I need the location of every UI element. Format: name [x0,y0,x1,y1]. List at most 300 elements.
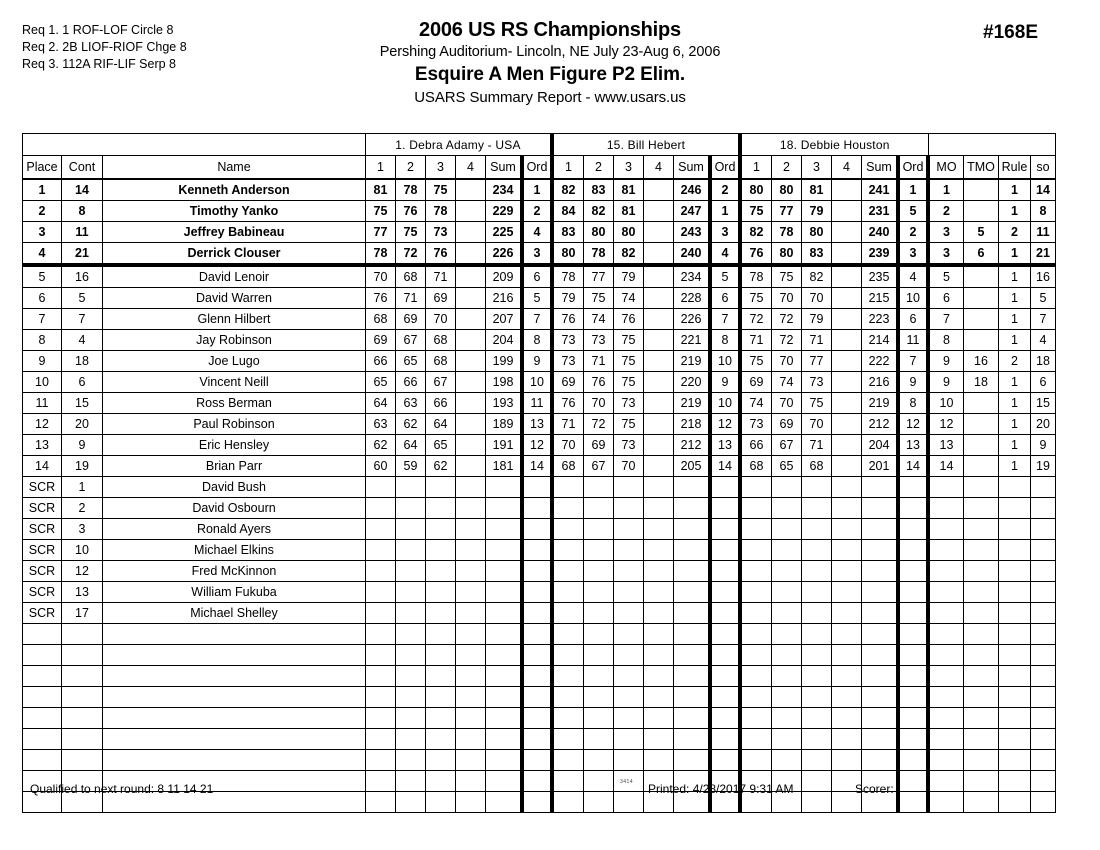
cell-so: 6 [1031,372,1056,393]
cell-j2-score2 [584,645,614,666]
cell-j1-sum: 229 [486,201,523,222]
cell-tmo [964,179,999,201]
cell-j1-sum [486,603,523,624]
cell-cont: 2 [62,498,103,519]
cell-mo [928,666,964,687]
table-row[interactable] [23,265,1056,288]
cell-j1-score3: 76 [426,243,456,266]
cell-mo: 1 [928,179,964,201]
cell-tmo [964,540,999,561]
table-row-empty[interactable] [23,708,1056,729]
cell-j2-score1 [552,561,584,582]
cell-j3-score3: 79 [802,201,832,222]
cell-j2-score4 [644,435,674,456]
cell-j1-sum: 207 [486,309,523,330]
cell-j3-sum: 235 [862,265,899,288]
cell-j1-score1 [366,498,396,519]
cell-j3-score2 [772,582,802,603]
cell-so [1031,624,1056,645]
cell-j3-score3 [802,708,832,729]
cell-j1-score2: 63 [396,393,426,414]
cell-j1-score4 [456,582,486,603]
cell-j3-sum [862,540,899,561]
cell-j2-score2 [584,729,614,750]
cell-cont: 1 [62,477,103,498]
cell-j2-sum [674,540,711,561]
cell-j3-score3 [802,750,832,771]
cell-tmo [964,708,999,729]
cell-j3-ord [898,498,928,519]
cell-rule [999,624,1031,645]
cell-j1-score4 [456,351,486,372]
cell-j3-sum [862,666,899,687]
table-row[interactable] [23,582,1056,603]
column-header-j3-ord: Ord [898,156,928,180]
cell-j2-score1: 69 [552,372,584,393]
cell-j3-ord [898,729,928,750]
cell-j3-ord: 5 [898,201,928,222]
cell-j2-sum [674,750,711,771]
table-row[interactable] [23,222,1056,243]
cell-j2-sum: 247 [674,201,711,222]
column-header-rule: Rule [999,156,1031,180]
cell-cont [62,750,103,771]
table-row[interactable] [23,351,1056,372]
cell-j1-score3: 73 [426,222,456,243]
cell-name: Paul Robinson [103,414,366,435]
cell-mo [928,708,964,729]
cell-rule: 1 [999,435,1031,456]
table-row[interactable] [23,498,1056,519]
cell-j3-ord [898,645,928,666]
cell-j1-score1: 81 [366,179,396,201]
cell-rule [999,519,1031,540]
cell-place: 11 [23,393,62,414]
table-row[interactable] [23,603,1056,624]
cell-j1-ord [522,729,552,750]
cell-j2-score3 [614,624,644,645]
cell-j1-sum: 198 [486,372,523,393]
cell-j3-sum [862,624,899,645]
cell-j1-score3: 68 [426,351,456,372]
cell-j2-score4 [644,288,674,309]
cell-j2-ord: 8 [710,330,740,351]
cell-j3-ord [898,624,928,645]
cell-j3-score2: 70 [772,288,802,309]
cell-j2-score2 [584,477,614,498]
cell-j3-ord [898,477,928,498]
column-header-j1-score2: 2 [396,156,426,180]
cell-j2-sum: 246 [674,179,711,201]
table-row[interactable] [23,519,1056,540]
cell-rule: 1 [999,243,1031,266]
cell-j3-score1 [740,645,772,666]
cell-j2-ord [710,645,740,666]
cell-j1-score4 [456,393,486,414]
cell-cont: 11 [62,222,103,243]
cell-j2-ord [710,687,740,708]
cell-cont: 21 [62,243,103,266]
cell-j2-score2 [584,561,614,582]
cell-tmo: 18 [964,372,999,393]
cell-j3-score1 [740,582,772,603]
cell-place: SCR [23,498,62,519]
cell-j3-score4 [832,477,862,498]
cell-cont: 8 [62,201,103,222]
table-row-empty[interactable] [23,645,1056,666]
cell-j3-score1: 68 [740,456,772,477]
cell-j1-sum [486,666,523,687]
cell-cont: 15 [62,393,103,414]
cell-j1-score1: 78 [366,243,396,266]
cell-j1-score1 [366,729,396,750]
cell-j2-score3 [614,540,644,561]
cell-j3-sum: 214 [862,330,899,351]
cell-j3-score3: 81 [802,179,832,201]
table-row[interactable] [23,179,1056,201]
cell-tmo: 6 [964,243,999,266]
cell-j3-score3: 82 [802,265,832,288]
cell-j1-ord: 12 [522,435,552,456]
cell-name: Ross Berman [103,393,366,414]
cell-j1-ord [522,750,552,771]
cell-j2-score2 [584,498,614,519]
cell-j3-score2 [772,519,802,540]
cell-j1-score4 [456,687,486,708]
column-header-j3-sum: Sum [862,156,899,180]
table-row[interactable] [23,477,1056,498]
cell-mo: 14 [928,456,964,477]
cell-j1-score1 [366,582,396,603]
cell-j3-ord: 12 [898,414,928,435]
cell-j1-score2 [396,624,426,645]
cell-rule: 1 [999,309,1031,330]
cell-tmo [964,456,999,477]
cell-j1-score2 [396,477,426,498]
cell-mo [928,687,964,708]
cell-j1-score1: 69 [366,330,396,351]
cell-name: Fred McKinnon [103,561,366,582]
cell-tmo [964,477,999,498]
cell-tmo: 16 [964,351,999,372]
table-row-empty[interactable] [23,624,1056,645]
table-row[interactable] [23,435,1056,456]
cell-so [1031,729,1056,750]
cell-tmo [964,519,999,540]
cell-rule [999,708,1031,729]
cell-j1-score2 [396,666,426,687]
cell-j1-score4 [456,561,486,582]
table-row[interactable] [23,309,1056,330]
cell-j2-sum [674,561,711,582]
cell-cont: 16 [62,265,103,288]
cell-j2-score2: 70 [584,393,614,414]
cell-j1-sum [486,687,523,708]
cell-place: 7 [23,309,62,330]
cell-rule [999,603,1031,624]
cell-j1-score4 [456,729,486,750]
cell-j3-score2 [772,624,802,645]
cell-j2-sum: 226 [674,309,711,330]
table-row[interactable] [23,330,1056,351]
cell-name: Jay Robinson [103,330,366,351]
cell-so [1031,645,1056,666]
cell-j3-score1: 76 [740,243,772,266]
cell-cont: 18 [62,351,103,372]
cell-j2-ord: 13 [710,435,740,456]
cell-j1-score2: 68 [396,265,426,288]
cell-j2-score3: 74 [614,288,644,309]
cell-j2-score3: 80 [614,222,644,243]
cell-j2-score1 [552,687,584,708]
cell-j3-sum [862,582,899,603]
cell-so: 8 [1031,201,1056,222]
cell-j3-score1 [740,708,772,729]
cell-j3-sum: 239 [862,243,899,266]
cell-tmo [964,288,999,309]
cell-j1-score1 [366,666,396,687]
cell-j1-score1: 62 [366,435,396,456]
table-row[interactable] [23,456,1056,477]
cell-j1-sum [486,708,523,729]
cell-j1-score3 [426,477,456,498]
cell-j2-score2 [584,624,614,645]
cell-j3-score2 [772,666,802,687]
column-header-j2-score3: 3 [614,156,644,180]
cell-name: David Bush [103,477,366,498]
cell-j2-score4 [644,477,674,498]
cell-place: 12 [23,414,62,435]
cell-j1-sum: 234 [486,179,523,201]
cell-j2-score3 [614,561,644,582]
cell-place [23,624,62,645]
cell-j1-score3 [426,666,456,687]
cell-rule [999,477,1031,498]
cell-tmo [964,201,999,222]
cell-j1-score4 [456,309,486,330]
cell-j1-score4 [456,330,486,351]
cell-j3-sum [862,645,899,666]
cell-j2-score2: 78 [584,243,614,266]
table-row[interactable] [23,393,1056,414]
cell-j1-ord [522,582,552,603]
cell-j1-score2: 72 [396,243,426,266]
cell-j2-score1 [552,624,584,645]
cell-j1-score4 [456,222,486,243]
cell-rule [999,582,1031,603]
cell-j1-ord: 2 [522,201,552,222]
cell-j2-score4 [644,351,674,372]
cell-j1-score1 [366,645,396,666]
judge-name-2: 15. Bill Hebert [552,134,740,156]
cell-j2-score3: 75 [614,330,644,351]
cell-j3-ord [898,687,928,708]
cell-name: David Lenoir [103,265,366,288]
cell-j2-sum: 220 [674,372,711,393]
cell-name: Vincent Neill [103,372,366,393]
cell-j2-score3 [614,687,644,708]
cell-j2-score2: 80 [584,222,614,243]
requirements-list [22,22,187,73]
cell-j3-score1 [740,750,772,771]
cell-cont [62,624,103,645]
cell-j3-sum: 219 [862,393,899,414]
cell-j1-score3 [426,708,456,729]
cell-name: Michael Shelley [103,603,366,624]
table-row[interactable] [23,372,1056,393]
table-row[interactable] [23,414,1056,435]
cell-j2-ord [710,477,740,498]
cell-j2-score3 [614,498,644,519]
results-table [22,133,1056,813]
cell-name: David Osbourn [103,498,366,519]
cell-j1-score2 [396,645,426,666]
cell-rule: 2 [999,222,1031,243]
cell-j3-ord: 13 [898,435,928,456]
cell-j3-score1: 75 [740,288,772,309]
column-header-tmo: TMO [964,156,999,180]
cell-j1-score3: 69 [426,288,456,309]
table-row[interactable] [23,201,1056,222]
cell-j1-score4 [456,540,486,561]
cell-j2-score1 [552,519,584,540]
cell-name [103,687,366,708]
cell-j2-score4 [644,666,674,687]
cell-j3-sum [862,498,899,519]
table-row[interactable] [23,540,1056,561]
cell-j2-sum: 243 [674,222,711,243]
cell-so: 16 [1031,265,1056,288]
table-row-empty[interactable] [23,750,1056,771]
cell-j2-sum: 219 [674,393,711,414]
cell-j2-sum: 228 [674,288,711,309]
cell-j3-sum: 216 [862,372,899,393]
cell-j3-score2 [772,540,802,561]
cell-mo: 3 [928,243,964,266]
table-row-empty[interactable] [23,729,1056,750]
cell-j1-score4 [456,179,486,201]
cell-rule [999,561,1031,582]
cell-j3-score2: 72 [772,330,802,351]
cell-so [1031,498,1056,519]
cell-tmo [964,561,999,582]
cell-j1-score4 [456,477,486,498]
cell-j2-ord: 14 [710,456,740,477]
cell-j1-sum: 225 [486,222,523,243]
cell-j1-score4 [456,708,486,729]
cell-j3-score3 [802,519,832,540]
cell-j1-score3 [426,645,456,666]
cell-j3-sum: 201 [862,456,899,477]
cell-tmo [964,414,999,435]
cell-cont: 14 [62,179,103,201]
table-row-empty[interactable] [23,687,1056,708]
cell-j1-score3: 62 [426,456,456,477]
cell-j1-score1: 66 [366,351,396,372]
cell-place: 6 [23,288,62,309]
cell-j2-sum [674,729,711,750]
cell-name [103,729,366,750]
cell-j2-ord: 7 [710,309,740,330]
cell-cont: 13 [62,582,103,603]
cell-rule: 1 [999,414,1031,435]
cell-j1-score2 [396,750,426,771]
cell-j2-sum [674,603,711,624]
cell-j1-sum [486,729,523,750]
cell-name [103,750,366,771]
cell-j3-score3: 73 [802,372,832,393]
cell-name: Timothy Yanko [103,201,366,222]
column-header-j1-score1: 1 [366,156,396,180]
cell-j3-score4 [832,498,862,519]
cell-j2-score1 [552,645,584,666]
event-title: 2006 US RS Championships [419,19,681,41]
cell-place [23,687,62,708]
cell-place: SCR [23,540,62,561]
table-row-empty[interactable] [23,666,1056,687]
cell-name: Joe Lugo [103,351,366,372]
cell-j1-score3 [426,603,456,624]
requirement-line-3: Req 3. 112A RIF-LIF Serp 8 [22,57,177,71]
cell-j2-score4 [644,330,674,351]
cell-j3-score1: 78 [740,265,772,288]
table-row[interactable] [23,243,1056,266]
cell-rule: 1 [999,201,1031,222]
cell-j1-score2: 67 [396,330,426,351]
cell-j1-score3 [426,540,456,561]
cell-j3-ord: 7 [898,351,928,372]
cell-name [103,624,366,645]
cell-j1-score2: 69 [396,309,426,330]
cell-j2-score4 [644,582,674,603]
cell-j2-score1 [552,498,584,519]
column-header-j2-score1: 1 [552,156,584,180]
cell-j1-score3 [426,498,456,519]
table-row[interactable] [23,288,1056,309]
cell-mo: 7 [928,309,964,330]
cell-j2-score4 [644,561,674,582]
cell-so: 21 [1031,243,1056,266]
cell-j2-sum: 205 [674,456,711,477]
cell-j1-score4 [456,265,486,288]
cell-j1-score1 [366,477,396,498]
cell-j1-score4 [456,243,486,266]
cell-j1-ord [522,561,552,582]
cell-j3-score3 [802,666,832,687]
cell-place: 2 [23,201,62,222]
cell-j1-sum: 209 [486,265,523,288]
cell-j2-ord [710,666,740,687]
cell-j3-ord [898,708,928,729]
cell-j2-score1: 76 [552,393,584,414]
cell-j2-ord [710,603,740,624]
cell-cont: 20 [62,414,103,435]
cell-j3-score2 [772,708,802,729]
results-table-wrapper [22,133,1056,813]
cell-j1-score2: 71 [396,288,426,309]
cell-name: Derrick Clouser [103,243,366,266]
cell-so: 4 [1031,330,1056,351]
cell-j3-score4 [832,414,862,435]
cell-j1-score3: 65 [426,435,456,456]
table-row[interactable] [23,561,1056,582]
cell-place: 9 [23,351,62,372]
cell-j2-score1: 79 [552,288,584,309]
cell-j3-score1: 66 [740,435,772,456]
cell-j3-score4 [832,687,862,708]
cell-j3-score4 [832,519,862,540]
cell-j3-score4 [832,603,862,624]
